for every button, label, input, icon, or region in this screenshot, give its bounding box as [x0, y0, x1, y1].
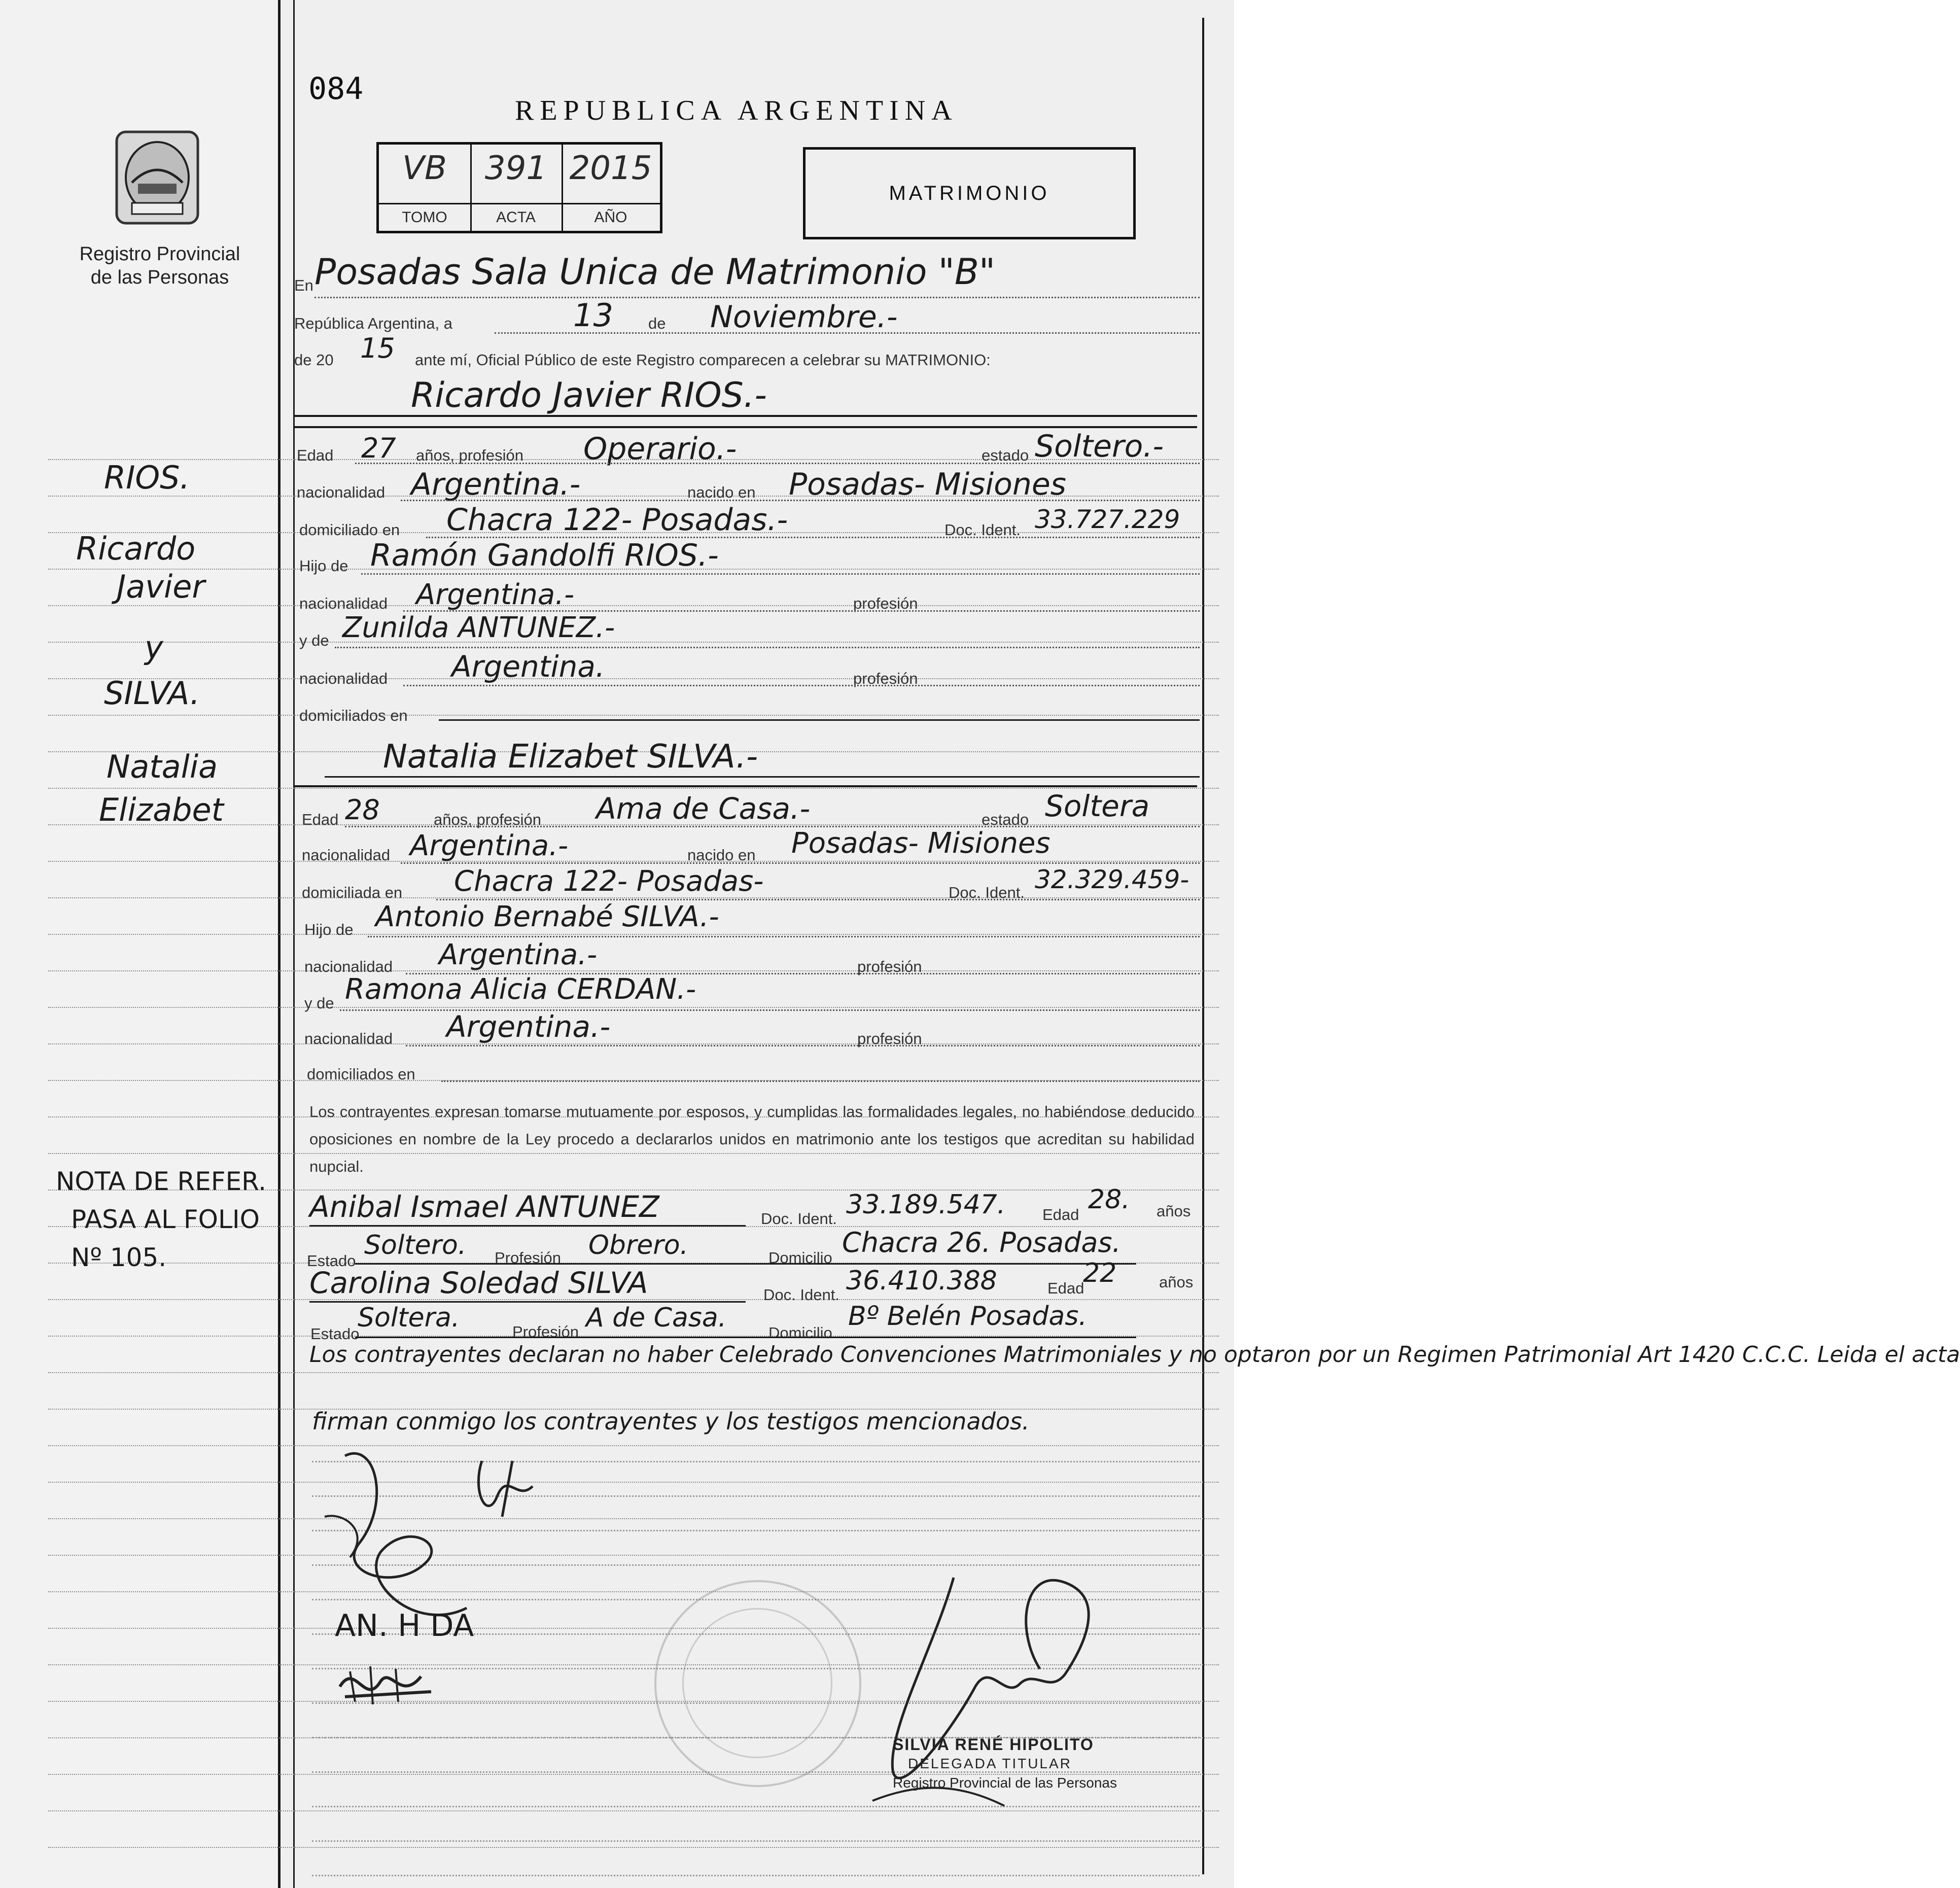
bride-domiciliados-label: domiciliados en	[307, 1065, 415, 1083]
witness-1-estado-line	[355, 1263, 1136, 1265]
margin-ruled-line	[48, 678, 1219, 679]
province-seal-icon	[112, 127, 203, 228]
note-line-2: firman conmigo los contrayentes y los testigos mencionados.	[312, 1408, 1030, 1435]
margin-name-groom-1: Ricardo	[76, 530, 196, 567]
margin-ruled-line	[48, 605, 1219, 606]
statement-text: ante mí, Oficial Público de este Registro comparecen a celebrar su MATRIMONIO:	[415, 351, 991, 369]
margin-name-bride-2: Elizabet	[99, 791, 224, 828]
bride-dom-label: domiciliada en	[302, 884, 403, 901]
ano-value: 2015	[569, 150, 652, 187]
bride-doc: 32.329.459-	[1035, 865, 1189, 894]
en-label: En	[294, 276, 313, 294]
bride-father-nationality: Argentina.-	[439, 938, 598, 971]
month-value: Noviembre.-	[710, 299, 898, 335]
bride-hijo-label: Hijo de	[304, 921, 354, 938]
de-label: de	[648, 314, 666, 332]
bride-prof-label: años, profesión	[434, 811, 541, 828]
margin-ruled-line	[48, 642, 1219, 643]
date-line	[495, 332, 1200, 334]
official-stamp-inner	[682, 1608, 832, 1758]
official-stamp-text	[893, 1735, 1117, 1793]
witness-1-doc: 33.189.547.	[846, 1190, 1006, 1220]
bride-birthplace: Posadas- Misiones	[791, 827, 1051, 860]
margin-ruled-line	[48, 1007, 1219, 1008]
witness-1-doc-label: Doc. Ident.	[761, 1210, 837, 1228]
witness-2-edad-label: Edad	[1047, 1279, 1084, 1297]
margin-surname-bride: SILVA.	[104, 675, 200, 712]
year-prefix-label: de 20	[294, 351, 334, 369]
tomo-value: VB	[402, 150, 447, 187]
groom-nat-line	[401, 500, 1200, 501]
folio-number: 084	[308, 71, 364, 107]
bride-estado-label: estado	[982, 811, 1029, 828]
groom-nationality: Argentina.-	[411, 467, 581, 502]
bride-doc-label: Doc. Ident.	[949, 884, 1025, 901]
margin-ruled-line	[48, 1847, 1219, 1848]
groom-yde-label: y de	[299, 632, 329, 649]
witness-1-edad-label: Edad	[1042, 1206, 1079, 1223]
margin-note-line-3: Nº 105.	[71, 1243, 167, 1272]
republica-label: República Argentina, a	[294, 314, 452, 332]
bride-nationality: Argentina.-	[410, 829, 569, 862]
margin-name-bride-1: Natalia	[107, 748, 218, 785]
ano-cell	[562, 145, 660, 203]
day-value: 13	[573, 297, 613, 334]
witness-2-estado-label: Estado	[310, 1325, 360, 1343]
bride-name: Natalia Elizabet SILVA.-	[383, 738, 758, 776]
bride-domiciliados-line	[441, 1080, 1200, 1082]
margin-ruled-line	[48, 715, 1219, 716]
bride-status: Soltera	[1045, 789, 1150, 823]
witness-2-anos-label: años	[1159, 1273, 1194, 1291]
acta-value: 391	[484, 150, 547, 187]
margin-surname-groom: RIOS.	[104, 459, 190, 496]
groom-doc-label: Doc. Ident.	[944, 521, 1021, 539]
bride-mother-nat-label: nacionalidad	[304, 1030, 393, 1047]
groom-father-prof-label: profesión	[853, 595, 918, 612]
groom-mother-nationality: Argentina.	[451, 649, 605, 684]
country-title: REPUBLICA ARGENTINA	[515, 95, 958, 126]
margin-ruled-line	[48, 1482, 1219, 1483]
witness-1-name: Anibal Ismael ANTUNEZ	[309, 1190, 659, 1224]
act-type-box: MATRIMONIO	[803, 147, 1136, 239]
groom-profession: Operario.-	[583, 431, 737, 467]
tomo-label: TOMO	[379, 203, 472, 232]
groom-estado-label: estado	[982, 446, 1029, 464]
margin-ruled-line	[48, 861, 1219, 862]
bride-address: Chacra 122- Posadas-	[454, 865, 764, 898]
witness-1-profession: Obrero.	[588, 1230, 689, 1261]
groom-age-line	[355, 463, 1200, 464]
groom-age: 27	[361, 432, 396, 464]
margin-name-groom-2: Javier	[117, 568, 205, 605]
groom-mother-nat-label: nacionalidad	[299, 670, 388, 687]
witness-2-status: Soltera.	[358, 1303, 460, 1333]
bride-mother: Ramona Alicia CERDAN.-	[345, 973, 696, 1006]
tomo-cell	[379, 145, 472, 203]
witness-1-address: Chacra 26. Posadas.	[842, 1227, 1121, 1258]
groom-mother-nat-line	[403, 685, 1200, 686]
groom-nacido-label: nacido en	[687, 483, 756, 501]
margin-ruled-line	[48, 970, 1219, 971]
bride-profession: Ama de Casa.-	[596, 791, 811, 826]
groom-address: Chacra 122- Posadas.-	[446, 502, 788, 538]
groom-birthplace: Posadas- Misiones	[789, 467, 1067, 502]
registry-line-1: Registro Provincial	[79, 243, 240, 265]
groom-father-nationality: Argentina.-	[416, 578, 575, 611]
witness-2-signature-icon	[335, 1656, 436, 1712]
official-office: Registro Provincial de las Personas	[893, 1775, 1117, 1791]
margin-ruled-line	[48, 1043, 1219, 1044]
witness-signature-mark: AN. H DA	[335, 1608, 474, 1644]
bride-mother-nationality: Argentina.-	[446, 1009, 611, 1044]
groom-mother-prof-label: profesión	[853, 670, 918, 687]
witness-1-name-line	[309, 1225, 746, 1227]
declaration-paragraph: Los contrayentes expresan tomarse mutuamente por esposos, y cumplidas las formalidades legales, no habiéndose deducido oposiciones en nombre de la Ley procedo a declararlos unidos en matrimonio ante los testigos que acreditan su habilidad nupcial.	[309, 1103, 1195, 1175]
margin-ruled-line	[48, 1445, 1219, 1446]
witness-1-age: 28.	[1088, 1184, 1130, 1215]
witness-2-doc-label: Doc. Ident.	[763, 1286, 839, 1304]
margin-divider	[278, 0, 281, 1888]
bride-father-prof-label: profesión	[857, 958, 922, 975]
form-ruled-line	[312, 1840, 1200, 1842]
bride-edad-label: Edad	[302, 811, 339, 828]
bride-nacido-label: nacido en	[687, 846, 756, 864]
margin-ruled-line	[48, 788, 1219, 789]
groom-status: Soltero.-	[1035, 429, 1164, 464]
witness-2-prof-label: Profesión	[512, 1323, 579, 1341]
official-name: SILVIA RENÉ HIPOLITO	[893, 1735, 1094, 1754]
acta-cell	[470, 145, 563, 203]
bride-nat-label: nacionalidad	[302, 846, 391, 864]
bride-name-line	[325, 776, 1200, 778]
bride-section-divider	[294, 785, 1197, 787]
acta-label: ACTA	[470, 203, 563, 232]
margin-note-line-2: PASA AL FOLIO	[71, 1205, 260, 1234]
note-line-1: Los contrayentes declaran no haber Celebrado Convenciones Matrimoniales y no optaron por un Regimen Patrimonial Art 1420 C.C.C. Leida el acta	[309, 1342, 1960, 1368]
witness-2-doc: 36.410.388	[846, 1266, 997, 1296]
groom-domiciliados-line	[439, 719, 1200, 721]
bride-nat-line	[401, 862, 1200, 864]
bride-age: 28	[345, 794, 380, 826]
form-right-border	[1202, 18, 1204, 1874]
witness-2-profession: A de Casa.	[586, 1303, 727, 1333]
bride-mother-prof-label: profesión	[857, 1030, 922, 1047]
margin-ruled-line	[48, 934, 1219, 935]
groom-nat-label: nacionalidad	[297, 483, 386, 501]
witness-2-estado-line	[355, 1337, 1136, 1338]
registry-line-2: de las Personas	[90, 267, 229, 288]
bride-mother-nat-line	[406, 1045, 1200, 1046]
groom-father-line	[361, 573, 1200, 575]
groom-father-nat-label: nacionalidad	[299, 595, 388, 612]
groom-name: Ricardo Javier RIOS.-	[411, 375, 767, 415]
bride-father-line	[368, 936, 1200, 937]
bride-yde-label: y de	[304, 994, 334, 1012]
witness-2-dom-label: Domicilio	[768, 1324, 832, 1342]
witness-1-anos-label: años	[1157, 1202, 1191, 1220]
witness-1-dom-label: Domicilio	[768, 1249, 832, 1267]
groom-name-line	[294, 415, 1197, 417]
record-number-box	[376, 142, 662, 233]
groom-edad-label: Edad	[297, 446, 334, 464]
margin-note-line-1: NOTA DE REFER.	[56, 1167, 267, 1196]
bride-father: Antonio Bernabé SILVA.-	[375, 900, 719, 933]
witness-2-name: Carolina Soledad SILVA	[309, 1266, 648, 1300]
margin-ruled-line	[48, 1555, 1219, 1556]
groom-father: Ramón Gandolfi RIOS.-	[370, 538, 719, 573]
witness-1-estado-label: Estado	[307, 1252, 356, 1270]
official-role: DELEGADA TITULAR	[908, 1756, 1072, 1771]
groom-mother-line	[335, 647, 1200, 648]
groom-mother: Zunilda ANTUNEZ.-	[342, 611, 615, 644]
margin-ruled-line	[48, 1518, 1219, 1519]
place-value: Posadas Sala Unica de Matrimonio "B"	[314, 251, 996, 293]
groom-domiciliados-label: domiciliados en	[299, 707, 408, 724]
groom-hijo-label: Hijo de	[299, 557, 348, 575]
bride-signature-icon	[451, 1451, 543, 1532]
groom-doc: 33.727.229	[1035, 505, 1180, 534]
witness-1-status: Soltero.	[364, 1230, 467, 1261]
registry-name	[51, 242, 269, 289]
margin-ruled-line	[48, 1372, 1219, 1373]
witness-2-address: Bº Belén Posadas.	[848, 1301, 1087, 1332]
groom-prof-label: años, profesión	[416, 446, 523, 464]
form-ruled-line	[312, 1875, 1200, 1876]
groom-section-divider	[294, 426, 1197, 428]
ano-label: AÑO	[562, 203, 660, 232]
year-suffix-value: 15	[360, 332, 395, 364]
witness-2-age: 22	[1083, 1258, 1117, 1288]
groom-dom-label: domiciliado en	[299, 521, 400, 539]
margin-conjunction: y	[145, 629, 163, 666]
bride-age-line	[345, 826, 1200, 827]
witness-1-prof-label: Profesión	[495, 1249, 561, 1267]
bride-father-nat-label: nacionalidad	[304, 958, 393, 975]
place-line	[314, 297, 1200, 298]
